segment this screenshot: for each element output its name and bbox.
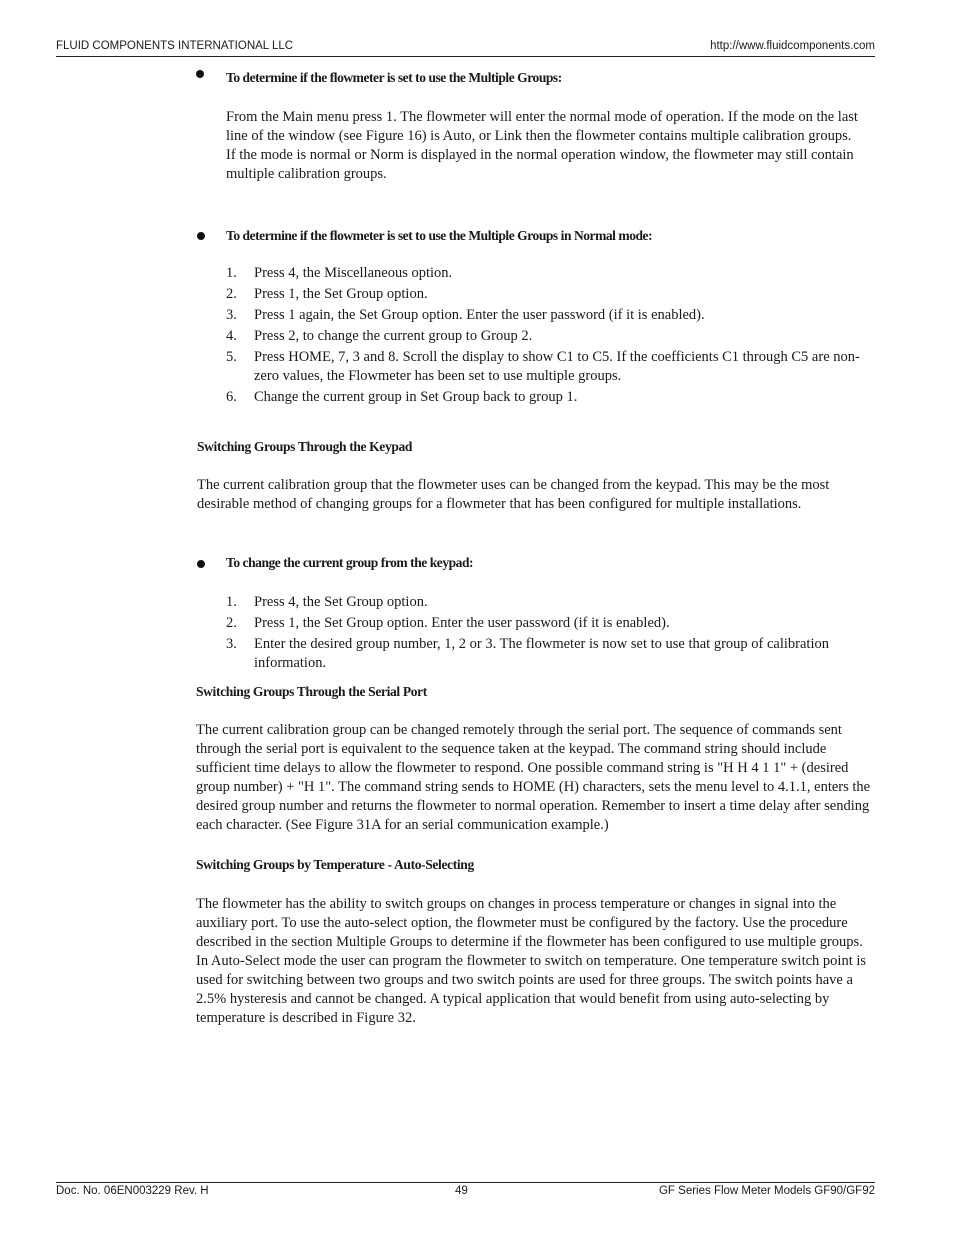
list-number: 2.	[226, 286, 237, 302]
header-company: FLUID COMPONENTS INTERNATIONAL LLC	[56, 40, 294, 52]
list-number: 1.	[226, 265, 237, 281]
list-item	[226, 348, 876, 386]
list-number: 2.	[226, 615, 237, 631]
paragraph-text: The current calibration group can be changed remotely through the serial port. The sequence of commands sent through the serial port is equivalent to the sequence taken at the keypad. The command string should include sufficient time delays to allow the flowmeter to respond. One possible command string is "H H 4 1 1" + (desired group number) + "H 1". The command string sends to HOME (H) characters, sets the menu level to 4.1.1, enters the desired group number and returns the flowmeter to normal operation. Remember to insert a time delay after sending each character. (See Figure 31A for an serial communication example.)	[196, 722, 871, 833]
paragraph-text: From the Main menu press 1. The flowmeter will enter the normal mode of operation. If the mode on the last line of the window (see Figure 16) is Auto, or Link then the flowmeter contains multiple calibration groups.	[226, 109, 858, 144]
list-item	[226, 306, 876, 325]
list-text: Enter the desired group number, 1, 2 or 3. The flowmeter is now set to use that group of calibration information.	[254, 636, 829, 671]
section-heading: To change the current group from the keypad:	[226, 555, 474, 570]
list-number: 1.	[226, 594, 237, 610]
page-number: 49	[455, 1185, 468, 1197]
list-item	[226, 285, 876, 304]
list-text: Press 1 again, the Set Group option. Enter the user password (if it is enabled).	[254, 307, 705, 323]
list-item	[226, 635, 876, 673]
bullet-icon	[196, 70, 204, 78]
paragraph	[196, 895, 876, 1028]
bullet-icon	[197, 232, 205, 240]
section-heading: To determine if the flowmeter is set to use the Multiple Groups in Normal mode:	[226, 228, 653, 243]
bullet-icon	[197, 560, 205, 568]
paragraph	[196, 721, 876, 835]
list-number: 3.	[226, 636, 237, 652]
numbered-list	[226, 593, 876, 675]
list-text: Press HOME, 7, 3 and 8. Scroll the display to show C1 to C5. If the coefficients C1 through C5 are non-zero values, the Flowmeter has been set to use multiple groups.	[254, 349, 860, 384]
list-text: Press 4, the Miscellaneous option.	[254, 265, 453, 281]
list-number: 6.	[226, 389, 237, 405]
paragraph	[226, 108, 878, 184]
paragraph-text: The flowmeter has the ability to switch groups on changes in process temperature or changes in signal into the auxiliary port. To use the auto-select option, the flowmeter must be configured by the factory. Use the procedure described in the section Multiple Groups to determine if the flowmeter has been configured to use multiple groups. In Auto-Select mode the user can program the flowmeter to switch on temperature. One temperature switch point is used for switching between two groups and two switch points are used for three groups. The switch points have a 2.5% hysteresis and cannot be changed. A typical application that would benefit from using auto-selecting by temperature is described in Figure 32.	[196, 896, 867, 1026]
footer-doc-number: Doc. No. 06EN003229 Rev. H	[56, 1185, 209, 1197]
section-heading: To determine if the flowmeter is set to use the Multiple Groups:	[226, 70, 562, 85]
section-title: Switching Groups Through the Keypad	[197, 439, 413, 454]
page-footer	[56, 1182, 875, 1201]
list-number: 4.	[226, 328, 237, 344]
list-item	[226, 614, 876, 633]
paragraph-text: If the mode is normal or Norm is displayed in the normal operation window, the flowmeter may still contain multiple calibration groups.	[226, 147, 854, 182]
list-text: Press 2, to change the current group to Group 2.	[254, 328, 533, 344]
numbered-list	[226, 264, 876, 409]
list-text: Press 1, the Set Group option. Enter the user password (if it is enabled).	[254, 615, 670, 631]
list-number: 5.	[226, 349, 237, 365]
section-title: Switching Groups Through the Serial Port	[196, 684, 427, 699]
list-item	[226, 388, 876, 407]
footer-product: GF Series Flow Meter Models GF90/GF92	[658, 1185, 875, 1197]
list-text: Change the current group in Set Group back to group 1.	[254, 389, 578, 405]
header-url: http://www.fluidcomponents.com	[710, 40, 875, 52]
section-title: Switching Groups by Temperature - Auto-Selecting	[196, 857, 474, 872]
paragraph	[197, 476, 877, 514]
list-item	[226, 264, 876, 283]
list-item	[226, 593, 876, 612]
list-text: Press 4, the Set Group option.	[254, 594, 428, 610]
list-text: Press 1, the Set Group option.	[254, 286, 428, 302]
list-item	[226, 327, 876, 346]
paragraph-text: The current calibration group that the flowmeter uses can be changed from the keypad. This may be the most desirable method of changing groups for a flowmeter that has been configured for multiple installations.	[197, 477, 830, 512]
page-header	[56, 39, 875, 57]
list-number: 3.	[226, 307, 237, 323]
